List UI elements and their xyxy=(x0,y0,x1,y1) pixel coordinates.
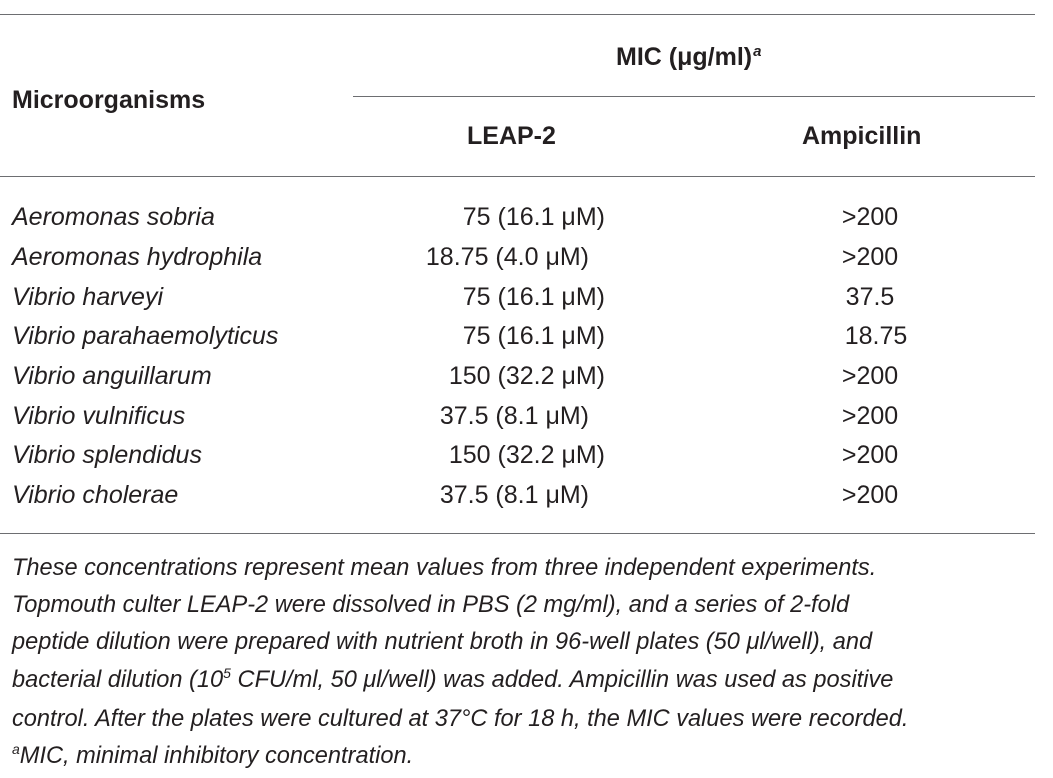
note-line: These concentrations represent mean values from three independent experiments. xyxy=(12,555,877,581)
header-mic-group xyxy=(616,42,761,76)
leap2-value: 75 (16.1 μM) xyxy=(462,283,605,311)
leap2-value: 18.75 (4.0 μM) xyxy=(425,243,589,271)
footnote-text: MIC, minimal inhibitory concentration. xyxy=(19,743,414,770)
table-bottom-rule xyxy=(0,533,1035,534)
note-line: control. After the plates were cultured at 37°C for 18 h, the MIC values were recorded. xyxy=(12,705,909,732)
header-leap2: LEAP-2 xyxy=(467,122,556,150)
organism-name: Vibrio harveyi xyxy=(12,283,164,311)
organism-name: Vibrio parahaemolyticus xyxy=(12,322,279,350)
organism-name: Vibrio splendidus xyxy=(12,441,202,469)
table-row xyxy=(0,361,1035,401)
footnote-line xyxy=(12,738,1032,777)
note-line xyxy=(12,662,1032,701)
note-line: peptide dilution were prepared with nutrient broth in 96-well plates (50 μl/well), and xyxy=(12,629,873,656)
ampicillin-value: >200 xyxy=(841,402,899,430)
leap2-value: 37.5 (8.1 μM) xyxy=(439,481,589,509)
header-ampicillin: Ampicillin xyxy=(802,122,922,150)
ampicillin-value: >200 xyxy=(841,362,899,390)
header-mic-footnote-marker: a xyxy=(753,43,762,60)
leap2-value: 150 (32.2 μM) xyxy=(448,362,605,390)
ampicillin-value: >200 xyxy=(841,243,899,271)
organism-name: Aeromonas sobria xyxy=(12,203,215,231)
ampicillin-value: >200 xyxy=(841,441,899,469)
note-line-part: CFU/ml, 50 μl/well) was added. Ampicillin was used as positive xyxy=(230,666,894,693)
mic-group-rule xyxy=(353,96,1035,97)
ampicillin-value: >200 xyxy=(841,481,899,509)
table-row xyxy=(0,480,1035,520)
top-rule xyxy=(0,14,1035,15)
leap2-value: 75 (16.1 μM) xyxy=(462,322,605,350)
table-row xyxy=(0,440,1035,480)
ampicillin-value: >200 xyxy=(841,203,899,231)
leap2-value: 37.5 (8.1 μM) xyxy=(439,402,589,430)
ampicillin-value: 37.5 xyxy=(845,283,895,311)
table-notes xyxy=(12,550,1032,777)
table-row xyxy=(0,242,1035,282)
ampicillin-value: 18.75 xyxy=(844,322,908,350)
table-row xyxy=(0,202,1035,242)
leap2-value: 75 (16.1 μM) xyxy=(462,203,605,231)
leap2-value: 150 (32.2 μM) xyxy=(448,441,605,469)
footnote-marker: a xyxy=(12,741,20,758)
table-row xyxy=(0,321,1035,361)
organism-name: Vibrio anguillarum xyxy=(12,362,212,390)
note-line: Topmouth culter LEAP-2 were dissolved in PBS (2 mg/ml), and a series of 2-fold xyxy=(12,592,850,619)
table-row xyxy=(0,401,1035,441)
note-line-part: bacterial dilution (10 xyxy=(12,666,224,693)
table-row xyxy=(0,282,1035,322)
organism-name: Vibrio cholerae xyxy=(12,481,179,509)
organism-name: Vibrio vulnificus xyxy=(12,402,186,430)
header-mic-label: MIC (μg/ml) xyxy=(616,43,753,71)
header-bottom-rule xyxy=(0,176,1035,177)
header-microorganisms: Microorganisms xyxy=(12,86,206,114)
superscript-exponent: 5 xyxy=(223,664,231,681)
organism-name: Aeromonas hydrophila xyxy=(12,243,263,271)
